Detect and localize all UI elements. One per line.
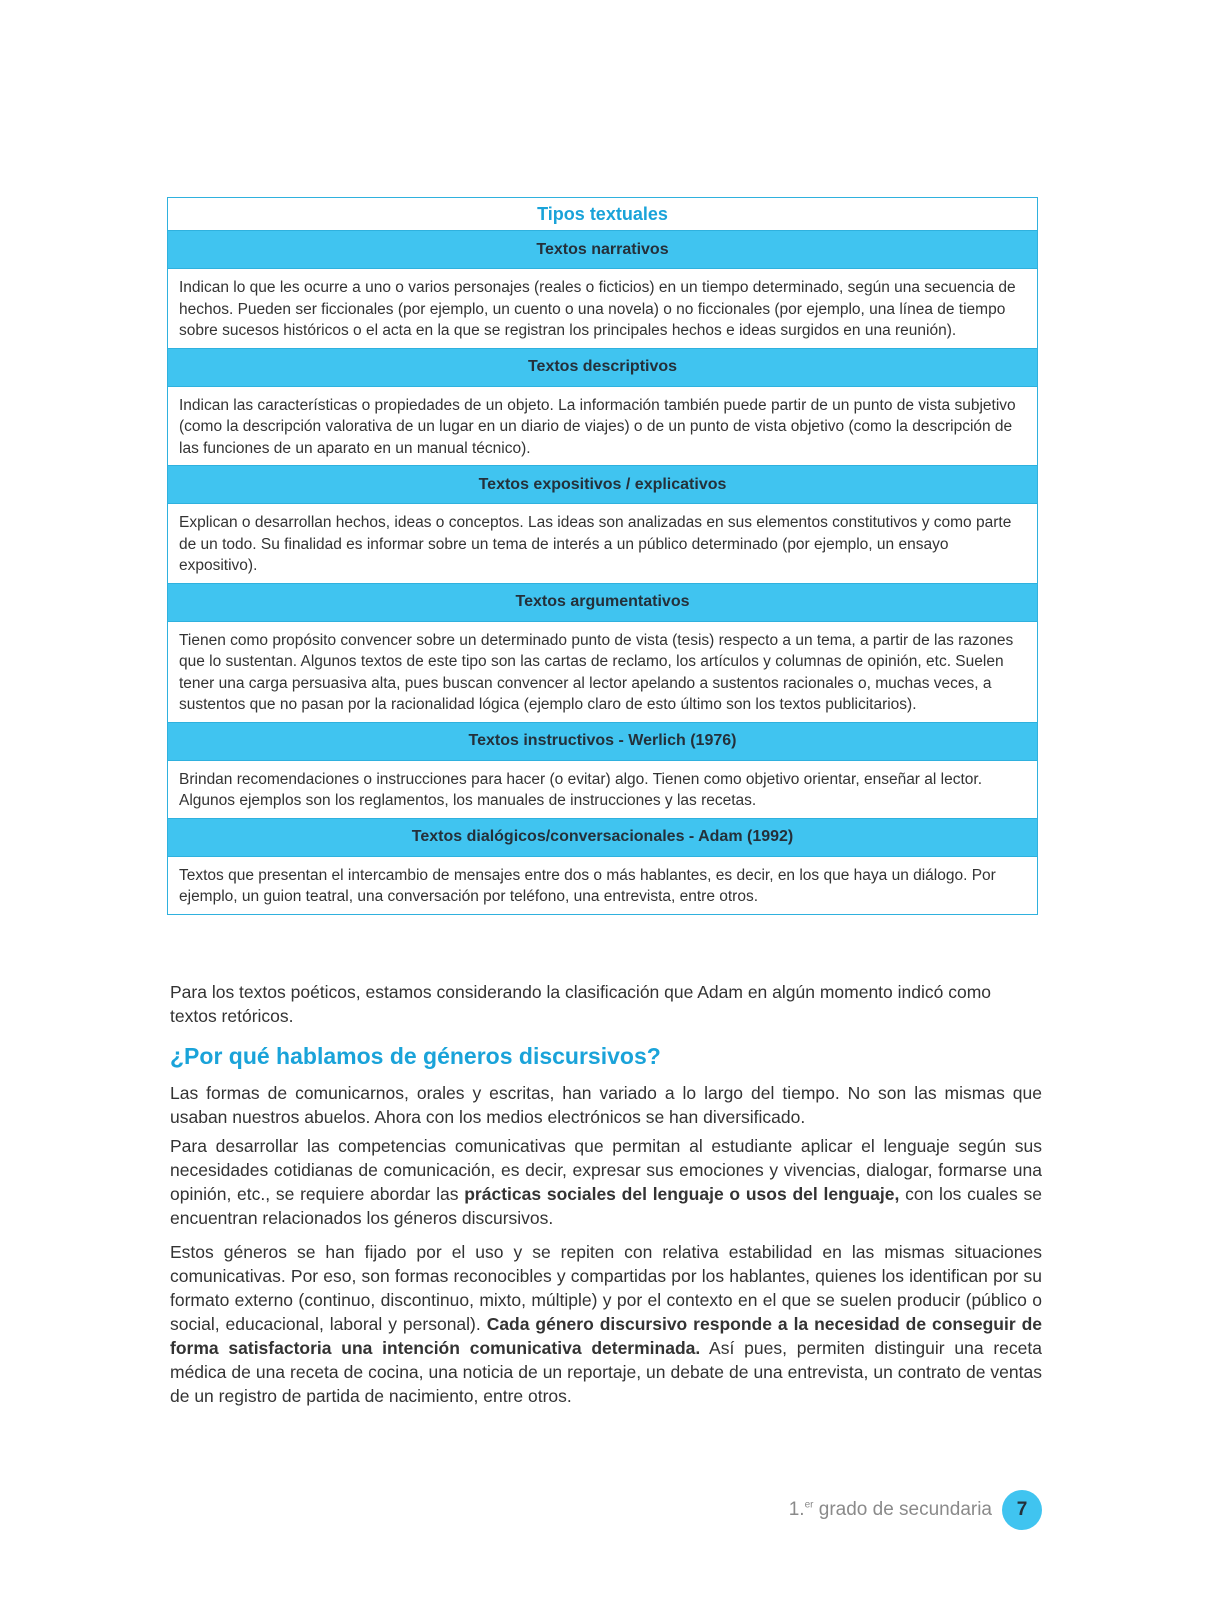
table-title: Tipos textuales bbox=[168, 198, 1038, 231]
emphasis-text: Cada género discursivo responde a la necesidad de conseguir de forma satisfactoria una intención comunicativa determinada. bbox=[170, 1314, 1042, 1358]
table-row bbox=[168, 722, 1038, 760]
table-row bbox=[168, 760, 1038, 818]
table-row bbox=[168, 856, 1038, 914]
table-row bbox=[168, 818, 1038, 856]
type-description-narrative: Indican lo que les ocurre a uno o varios personajes (reales o ficticios) en un tiempo determinado, según una secuencia de hechos. Pueden ser ficcionales (por ejemplo, un cuento o una novela) o no ficcionales (por ejemplo, una línea de tiempo sobre sucesos históricos o el acta en la que se registran los principales hechos e ideas surgidos en una reunión). bbox=[168, 269, 1038, 349]
page-number-badge: 7 bbox=[1002, 1490, 1042, 1530]
table-row bbox=[168, 386, 1038, 466]
grade-text: grado de secundaria bbox=[813, 1499, 992, 1520]
section-heading: ¿Por qué hablamos de géneros discursivos? bbox=[170, 1043, 661, 1069]
type-description-descriptive: Indican las características o propiedades de un objeto. La información también puede partir de un punto de vista subjetivo (como la descripción valorativa de un lugar en un diario de viajes) o de un punto de vista objetivo (como la descripción de las funciones de un aparato en un manual técnico). bbox=[168, 386, 1038, 466]
grade-number: 1. bbox=[788, 1499, 805, 1520]
table-row bbox=[168, 231, 1038, 269]
page-footer bbox=[789, 1490, 1042, 1530]
paragraph-competencies bbox=[170, 1134, 1042, 1230]
paragraph-text: Así pues, permiten distinguir una receta médica de una receta de cocina, una noticia de un reportaje, un debate de una entrevista, un contrato de ventas de un registro de partida de nacimiento, entre otros. bbox=[170, 1338, 1042, 1406]
type-heading-descriptive: Textos descriptivos bbox=[168, 348, 1038, 386]
table-row bbox=[168, 466, 1038, 504]
paragraph-communication-forms: Las formas de comunicarnos, orales y escritas, han variado a lo largo del tiempo. No son las mismas que usaban nuestros abuelos. Ahora con los medios electrónicos se han diversificado. bbox=[170, 1083, 1042, 1127]
text-types-table bbox=[167, 197, 1038, 915]
grade-ordinal: er bbox=[804, 1499, 814, 1511]
type-heading-dialogic: Textos dialógicos/conversacionales - Adam (1992) bbox=[168, 818, 1038, 856]
emphasis-text: prácticas sociales del lenguaje o usos del lenguaje, bbox=[464, 1184, 900, 1204]
table-row bbox=[168, 504, 1038, 584]
type-description-dialogic: Textos que presentan el intercambio de mensajes entre dos o más hablantes, es decir, en los que haya un diálogo. Por ejemplo, un guion teatral, una conversación por teléfono, una entrevista, entre otros. bbox=[168, 856, 1038, 914]
paragraph-text: Estos géneros se han fijado por el uso y se repiten con relativa estabilidad en las mismas situaciones comunicativas. Por eso, son formas reconocibles y compartidas por los hablantes, quienes los identifican por su formato externo (continuo, discontinuo, mixto, múltiple) y por el contexto en el que se suelen producir (público o social, educacional, laboral y personal). bbox=[170, 1242, 1042, 1334]
grade-label bbox=[789, 1499, 992, 1521]
paragraph-text: Para desarrollar las competencias comunicativas que permitan al estudiante aplicar el lenguaje según sus necesidades cotidianas de comunicación, es decir, expresar sus emociones y vivencias, dialogar, formarse una opinión, etc., se requiere abordar las bbox=[170, 1136, 1042, 1204]
poetic-texts-note: Para los textos poéticos, estamos considerando la clasificación que Adam en algún momento indicó como textos retóricos. bbox=[170, 982, 992, 1026]
table-row bbox=[168, 621, 1038, 722]
type-heading-narrative: Textos narrativos bbox=[168, 231, 1038, 269]
type-heading-expository: Textos expositivos / explicativos bbox=[168, 466, 1038, 504]
table-title-row bbox=[168, 198, 1038, 231]
table-row bbox=[168, 583, 1038, 621]
table-row bbox=[168, 348, 1038, 386]
type-heading-instructive: Textos instructivos - Werlich (1976) bbox=[168, 722, 1038, 760]
table-row bbox=[168, 269, 1038, 349]
type-description-argumentative: Tienen como propósito convencer sobre un determinado punto de vista (tesis) respecto a un tema, a partir de las razones que lo sustentan. Algunos textos de este tipo son las cartas de reclamo, los artículos y columnas de opinión, etc. Suelen tener una carga persuasiva alta, pues buscan convencer al lector apelando a sustentos racionales o, muchas veces, a sustentos que no pasan por la racionalidad lógica (ejemplo claro de esto último son los textos publicitarios). bbox=[168, 621, 1038, 722]
type-description-expository: Explican o desarrollan hechos, ideas o conceptos. Las ideas son analizadas en sus elementos constitutivos y como parte de un todo. Su finalidad es informar sobre un tema de interés a un público determinado (por ejemplo, un ensayo expositivo). bbox=[168, 504, 1038, 584]
type-heading-argumentative: Textos argumentativos bbox=[168, 583, 1038, 621]
paragraph-genres bbox=[170, 1240, 1042, 1408]
paragraph-text: con los cuales se encuentran relacionados los géneros discursivos. bbox=[170, 1184, 1042, 1228]
type-description-instructive: Brindan recomendaciones o instrucciones para hacer (o evitar) algo. Tienen como objetivo orientar, enseñar al lector. Algunos ejemplos son los reglamentos, los manuales de instrucciones y las recetas. bbox=[168, 760, 1038, 818]
